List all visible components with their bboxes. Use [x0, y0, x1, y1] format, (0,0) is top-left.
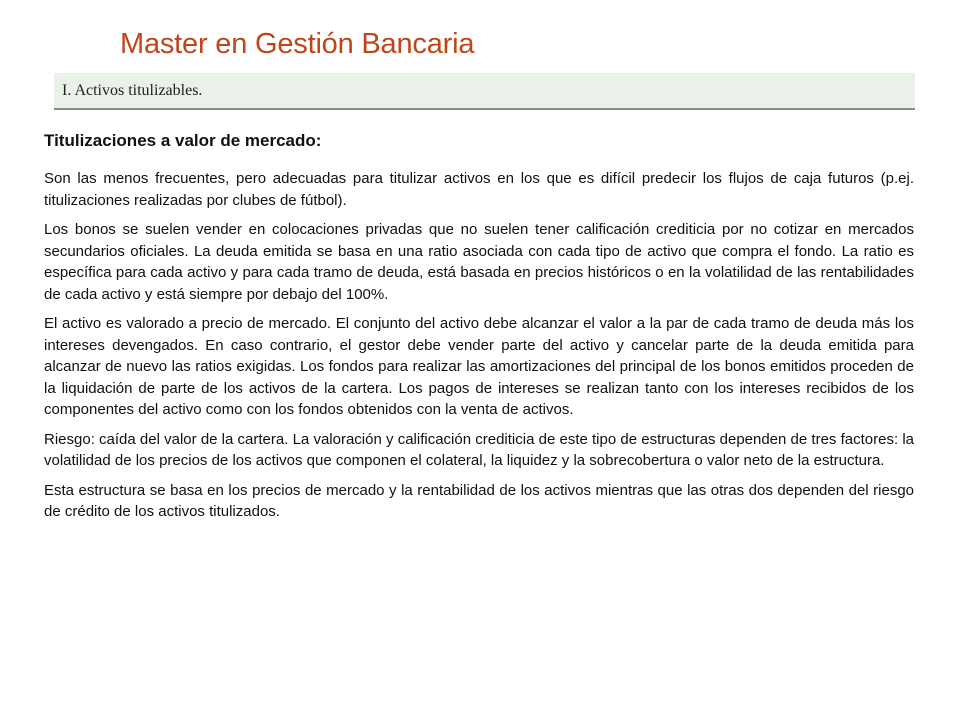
section-label: I. Activos titulizables.: [62, 82, 203, 99]
content-body: [44, 168, 914, 531]
paragraph-5: Esta estructura se basa en los precios de mercado y la rentabilidad de los activos mientras que las otras dos dependen del riesgo de crédito de los activos titulizados.: [44, 481, 914, 520]
section-band: [54, 73, 915, 110]
slide-title: Master en Gestión Bancaria: [120, 28, 475, 60]
paragraph-2: Los bonos se suelen vender en colocaciones privadas que no suelen tener calificación crediticia por no cotizar en mercados secundarios oficiales. La deuda emitida se basa en una ratio asociada con cada tipo de activo que compra el fondo. La ratio es específica para cada activo y para cada tramo de deuda, está basada en precios históricos o en la volatilidad de las rentabilidades de cada activo y está siempre por debajo del 100%.: [44, 221, 914, 303]
content-heading: Titulizaciones a valor de mercado:: [44, 131, 322, 150]
paragraph-4: Riesgo: caída del valor de la cartera. La valoración y calificación crediticia de este tipo de estructuras dependen de tres factores: la volatilidad de los precios de los activos que componen el colateral, la liquidez y la sobrecobertura o valor neto de la estructura.: [44, 430, 914, 469]
paragraph-1: Son las menos frecuentes, pero adecuadas para titulizar activos en los que es difícil predecir los flujos de caja futuros (p.ej. titulizaciones realizadas por clubes de fútbol).: [44, 170, 914, 209]
paragraph-3: El activo es valorado a precio de mercado. El conjunto del activo debe alcanzar el valor a la par de cada tramo de deuda más los intereses devengados. En caso contrario, el gestor debe vender parte del activo y cancelar parte de la deuda emitida para alcanzar de nuevo las ratios exigidas. Los fondos para realizar las amortizaciones del principal de los bonos emitidos proceden de la liquidación de parte de los activos de la cartera. Los pagos de intereses se realizan tanto con los intereses recibidos de los componentes del activo como con los fondos obtenidos con la venta de activos.: [44, 315, 914, 418]
